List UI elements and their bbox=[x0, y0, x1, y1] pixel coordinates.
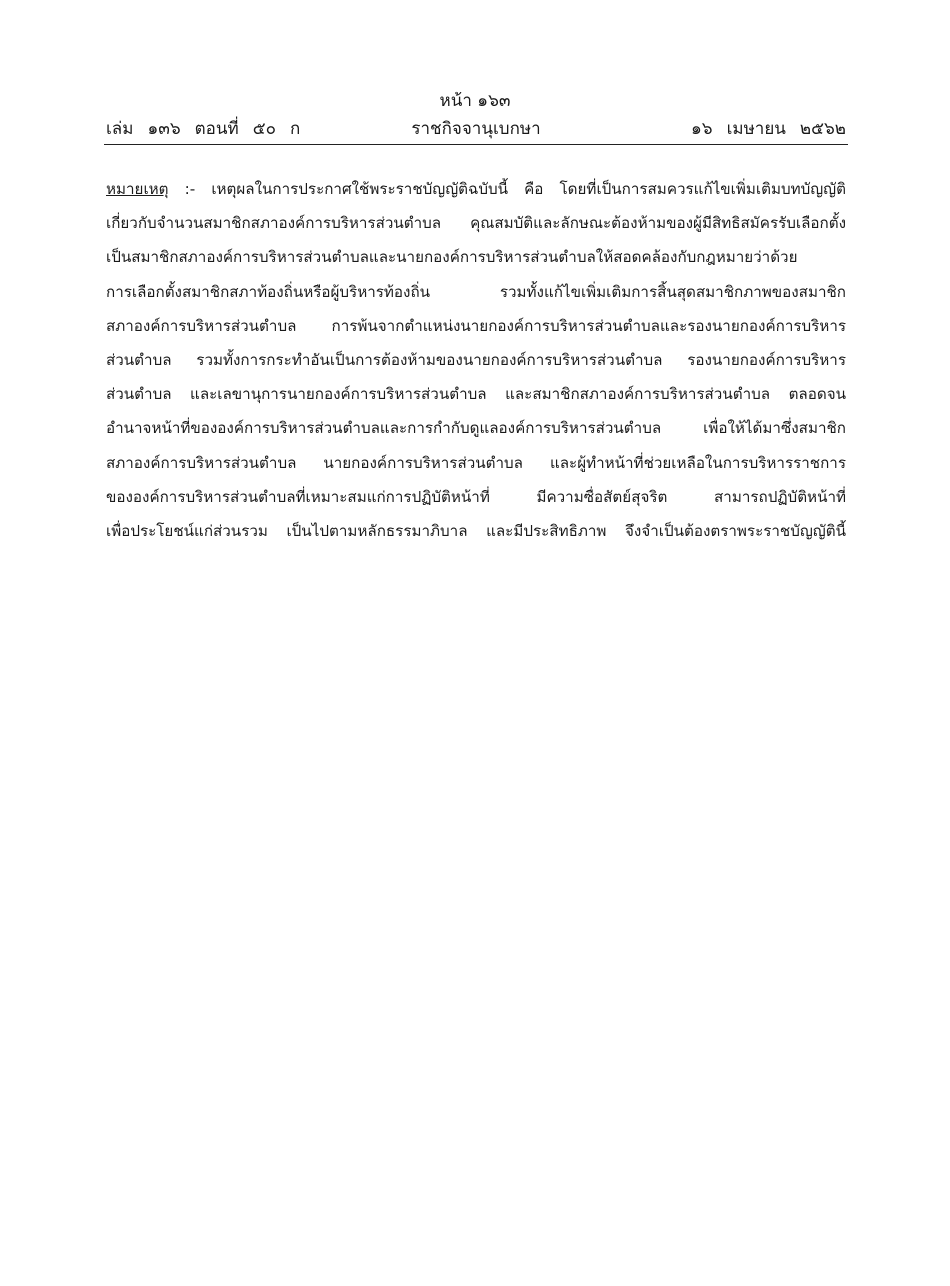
remark-line: เป็นสมาชิกสภาองค์การบริหารส่วนตำบลและนายกองค์การบริหารส่วนตำบลให้สอดคล้องกับกฎหมายว่าด้วย bbox=[106, 248, 798, 267]
remark-line: ส่วนตำบล รวมทั้งการกระทำอันเป็นการต้องห้ามของนายกองค์การบริหารส่วนตำบล รองนายกองค์การบริหาร bbox=[106, 350, 846, 369]
date-year: ๒๕๖๒ bbox=[799, 119, 846, 139]
remark-line: ส่วนตำบล และเลขานุการนายกองค์การบริหารส่วนตำบล และสมาชิกสภาองค์การบริหารส่วนตำบล ตลอดจน bbox=[106, 385, 846, 404]
header-divider bbox=[104, 144, 848, 145]
date-day: ๑๖ bbox=[690, 119, 713, 139]
section-type: ก bbox=[289, 119, 301, 139]
date-month: เมษายน bbox=[726, 119, 786, 139]
gazette-header bbox=[106, 118, 846, 142]
publication-date bbox=[677, 118, 846, 140]
section-label: ตอนที่ bbox=[194, 119, 239, 139]
remark-separator: :- bbox=[168, 180, 196, 198]
remark-label: หมายเหตุ bbox=[106, 180, 169, 198]
remark-first-line bbox=[106, 172, 846, 206]
remark-first-line-text: เหตุผลในการประกาศใช้พระราชบัญญัติฉบับนี้ คือ โดยที่เป็นการสมควรแก้ไขเพิ่มเติมบทบัญญัติ bbox=[211, 180, 846, 198]
gazette-name: ราชกิจจานุเบกษา bbox=[411, 119, 541, 139]
remark-line: สภาองค์การบริหารส่วนตำบล การพ้นจากตำแหน่งนายกองค์การบริหารส่วนตำบลและรองนายกองค์การบริหาร bbox=[106, 316, 846, 335]
remark-line: สภาองค์การบริหารส่วนตำบล นายกองค์การบริหารส่วนตำบล และผู้ทำหน้าที่ช่วยเหลือในการบริหารราชการ bbox=[106, 453, 846, 472]
remark-line: เพื่อประโยชน์แก่ส่วนรวม เป็นไปตามหลักธรรมาภิบาล และมีประสิทธิภาพ จึงจำเป็นต้องตราพระราชบัญญัตินี้ bbox=[106, 521, 846, 540]
remark-line: ขององค์การบริหารส่วนตำบลที่เหมาะสมแก่การปฏิบัติหน้าที่ มีความซื่อสัตย์สุจริต สามารถปฏิบัติหน้าที่ bbox=[106, 487, 846, 506]
remark-line: การเลือกตั้งสมาชิกสภาท้องถิ่นหรือผู้บริหารท้องถิ่น รวมทั้งแก้ไขเพิ่มเติมการสิ้นสุดสมาชิกภาพของสมาชิก bbox=[106, 282, 846, 301]
page-number: หน้า ๑๖๓ bbox=[439, 91, 511, 111]
remark-paragraph bbox=[106, 172, 846, 548]
remark-line: เกี่ยวกับจำนวนสมาชิกสภาองค์การบริหารส่วนตำบล คุณสมบัติและลักษณะต้องห้ามของผู้มีสิทธิสมัครรับเลือกตั้ง bbox=[106, 214, 846, 233]
volume-number: ๑๓๖ bbox=[147, 119, 181, 139]
remark-line: อำนาจหน้าที่ขององค์การบริหารส่วนตำบลและการกำกับดูแลองค์การบริหารส่วนตำบล เพื่อให้ได้มาซึ่งสมาชิก bbox=[106, 419, 846, 438]
section-number: ๕๐ bbox=[252, 119, 276, 139]
volume-label: เล่ม bbox=[106, 119, 134, 139]
